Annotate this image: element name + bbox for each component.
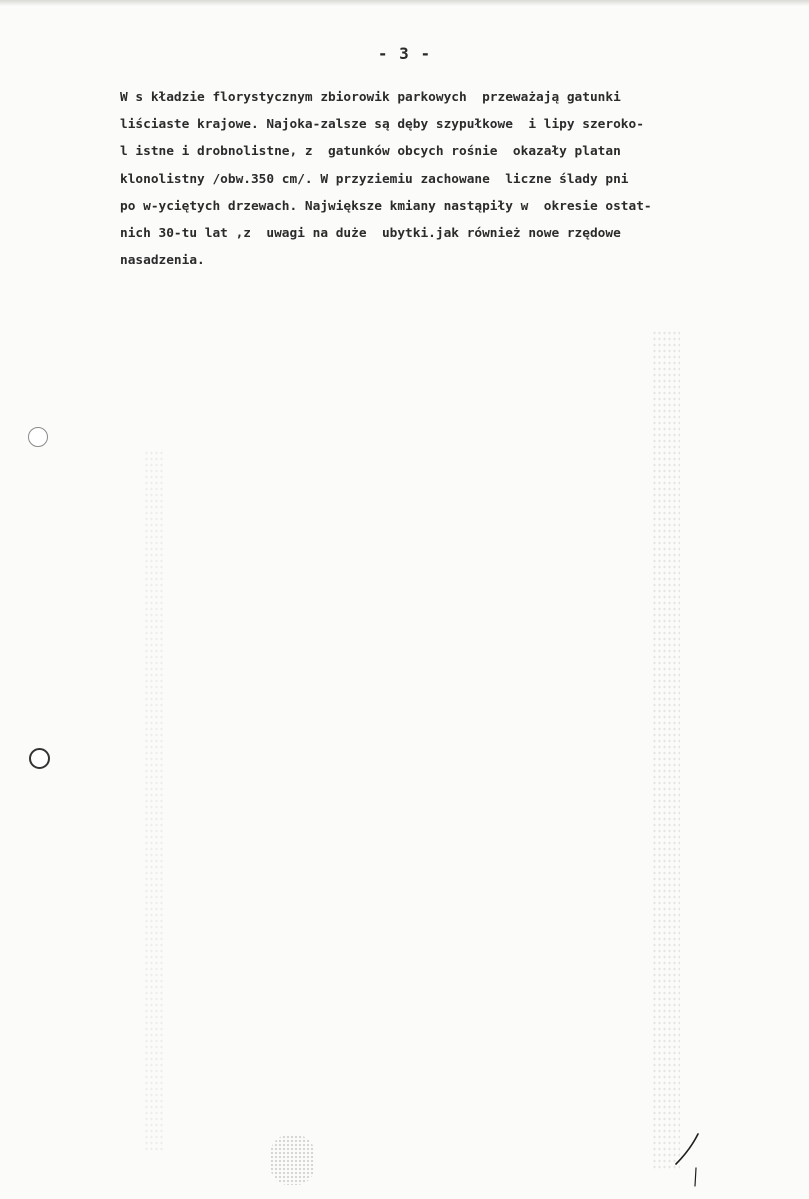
text-line: nasadzenia.: [120, 253, 205, 269]
punch-hole-icon: [29, 748, 50, 769]
scan-noise: [652, 330, 680, 1170]
text-line: klonolistny /obw.350 cm/. W przyziemiu zachowane liczne ślady pni: [120, 171, 629, 187]
punch-hole-icon: [28, 427, 48, 447]
text-line: W s kładzie florystycznym zbiorowik parkowych przeważają gatunki: [120, 90, 621, 105]
scan-edge: [0, 0, 809, 6]
text-line: nich 30-tu lat ,z uwagi na duże ubytki.jak również nowe rzędowe: [120, 226, 621, 242]
text-line: po w-yciętych drzewach. Największe kmiany nastąpiły w okresie ostat-: [120, 198, 652, 214]
page-number: - 3 -: [377, 44, 432, 63]
scan-noise: [144, 450, 164, 1150]
text-line: liściaste krajowe. Najoka-zalsze są dęby szypułkowe i lipy szeroko-: [120, 117, 644, 133]
body-paragraph: [120, 84, 788, 274]
pen-stroke-icon: [670, 1128, 702, 1188]
text-line: l istne i drobnolistne, z gatunków obcych rośnie okazały platan: [120, 144, 621, 160]
scan-smudge: [270, 1135, 315, 1185]
